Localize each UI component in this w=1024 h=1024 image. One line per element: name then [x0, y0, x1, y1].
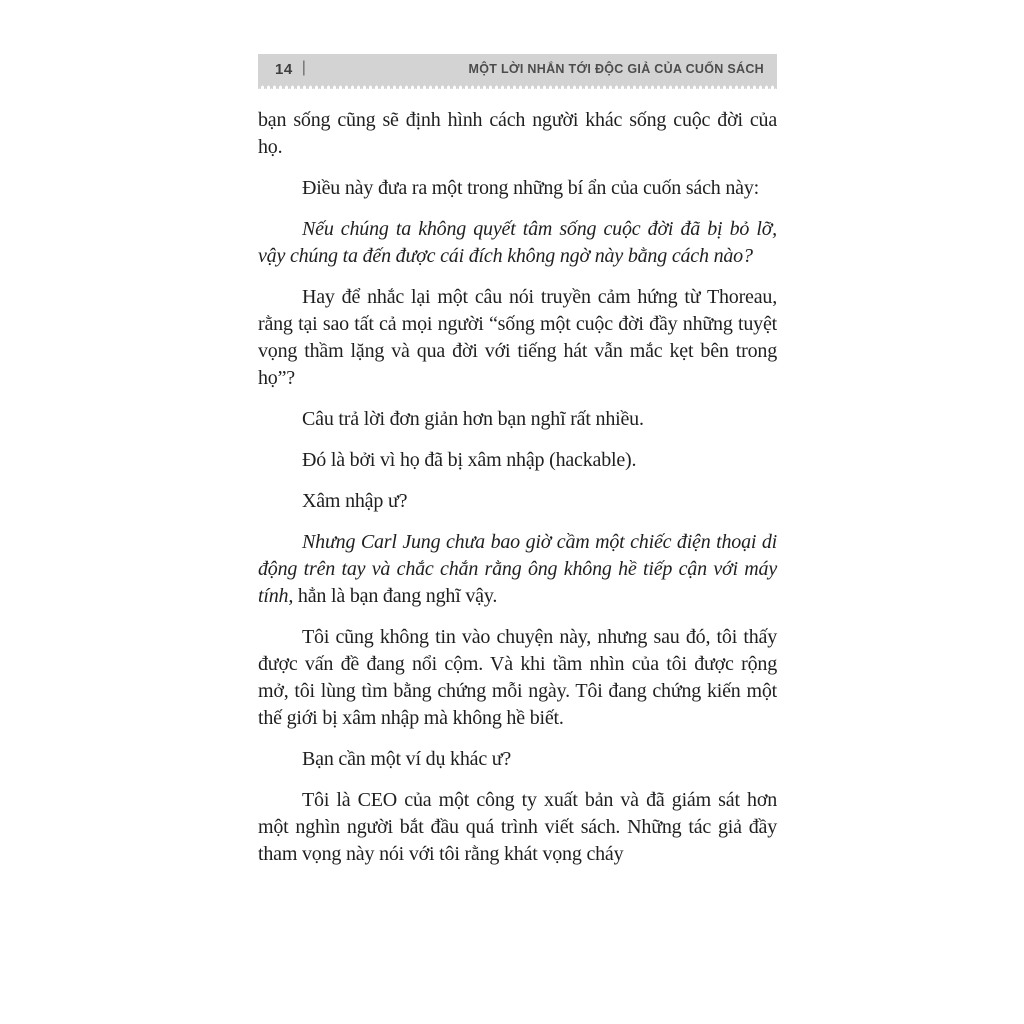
- paragraph-5: Câu trả lời đơn giản hơn bạn nghĩ rất nhiều.: [302, 408, 644, 430]
- paragraph-8: [258, 529, 777, 610]
- paragraph-2: Điều này đưa ra một trong những bí ẩn của cuốn sách này:: [302, 177, 760, 199]
- paragraph-9: Tôi cũng không tin vào chuyện này, nhưng sau đó, tôi thấy được vấn đề đang nổi cộm. Và khi tầm nhìn của tôi được rộng mở, tôi lùng tìm bằng chứng mỗi ngày. Tôi đang chứng kiến một thế giới bị xâm nhập mà không hề biết.: [258, 626, 777, 729]
- running-head-title: MỘT LỜI NHẮN TỚI ĐỘC GIẢ CỦA CUỐN SÁCH: [468, 62, 764, 76]
- paragraph-3: Nếu chúng ta không quyết tâm sống cuộc đời đã bị bỏ lỡ, vậy chúng ta đến được cái đích không ngờ này bằng cách nào?: [258, 218, 777, 267]
- page-number: [275, 60, 306, 78]
- paragraph-7: Xâm nhập ư?: [302, 490, 408, 512]
- paragraph-6: Đó là bởi vì họ đã bị xâm nhập (hackable).: [302, 449, 637, 471]
- roman-continuation-text: hẳn là bạn đang nghĩ vậy.: [293, 585, 498, 607]
- italic-quote-text: Nhưng Carl Jung chưa bao giờ cầm một chiếc điện thoại di động trên tay và chắc chắn rằng ông không hề tiếp cận với máy tính,: [258, 531, 777, 607]
- page-number-separator: |: [301, 59, 307, 76]
- page-body: [258, 107, 777, 882]
- paragraph-11: Tôi là CEO của một công ty xuất bản và đã giám sát hơn một nghìn người bắt đầu quá trình viết sách. Những tác giả đầy tham vọng này nói với tôi rằng khát vọng cháy: [258, 789, 777, 865]
- paragraph-1: bạn sống cũng sẽ định hình cách người khác sống cuộc đời của họ.: [258, 109, 777, 158]
- paragraph-10: Bạn cần một ví dụ khác ư?: [302, 748, 512, 770]
- paragraph-4: Hay để nhắc lại một câu nói truyền cảm hứng từ Thoreau, rằng tại sao tất cả mọi người “sống một cuộc đời đầy những tuyệt vọng thầm lặng và qua đời với tiếng hát vẫn mắc kẹt bên trong họ”?: [258, 286, 777, 389]
- running-header: [258, 54, 777, 84]
- page-number-value: 14: [275, 60, 293, 78]
